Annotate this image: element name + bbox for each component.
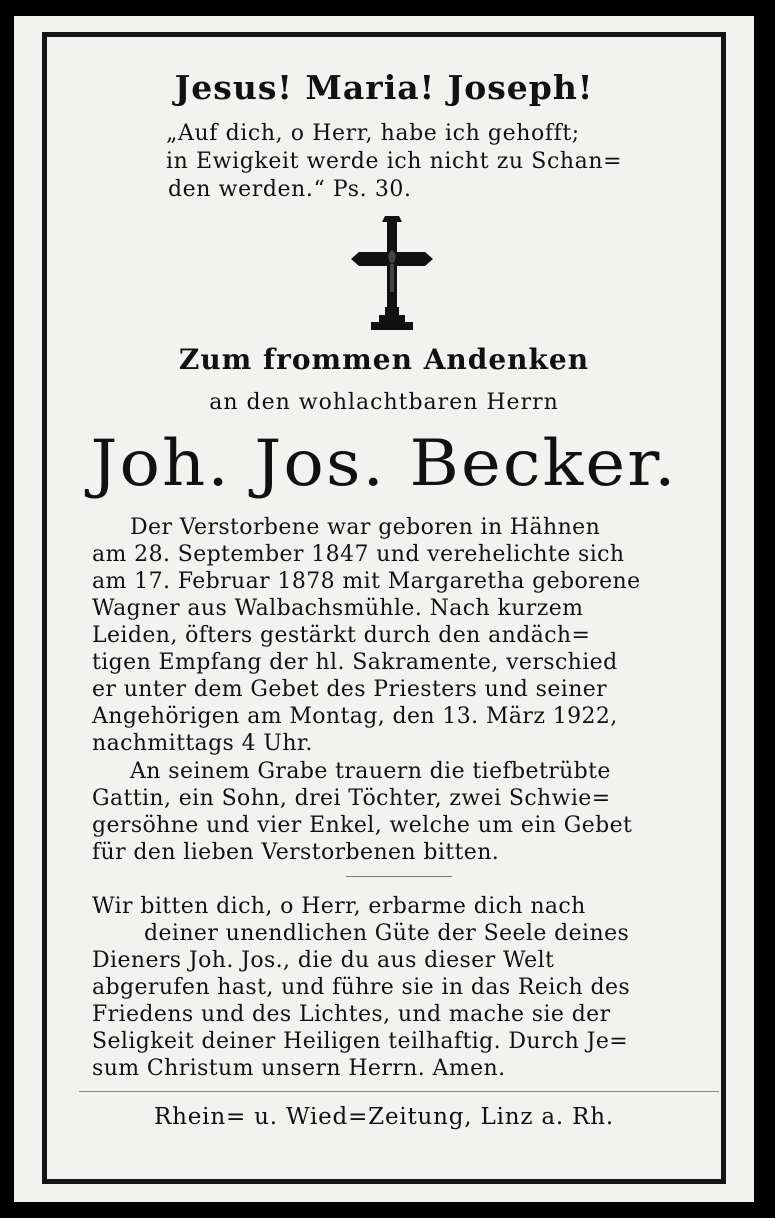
prayer-line: Wir bitten dich, o Herr, erbarme dich nach <box>92 894 586 919</box>
biography-line: am 28. September 1847 und verehelichte sich <box>92 542 625 567</box>
prayer-line: abgerufen hast, und führe sie in das Reich des <box>92 975 631 1000</box>
verse-line: den werden.“ Ps. 30. <box>168 177 412 202</box>
prayer-line: Seligkeit deiner Heiligen teilhaftig. Durch Je= <box>92 1029 629 1054</box>
mourners-line: gersöhne und vier Enkel, welche um ein Gebet <box>92 813 633 838</box>
biography-line: tigen Empfang der hl. Sakramente, verschied <box>92 650 618 675</box>
prayer-line: Dieners Joh. Jos., die du aus dieser Welt <box>92 948 555 973</box>
verse-line: „Auf dich, o Herr, habe ich gehofft; <box>166 121 580 146</box>
psalm-verse <box>166 120 666 204</box>
prayer-line: deiner unendlichen Güte der Seele deines <box>144 921 630 946</box>
section-divider <box>346 876 452 877</box>
mourners-line: für den lieben Verstorbenen bitten. <box>92 840 500 865</box>
cross-graphic <box>347 212 437 334</box>
verse-line: in Ewigkeit werde ich nicht zu Schan= <box>166 149 623 174</box>
biography-line: nachmittags 4 Uhr. <box>92 731 313 756</box>
biography-line: Wagner aus Walbachsmühle. Nach kurzem <box>92 596 584 621</box>
recipient-line: an den wohlachtbaren Herrn <box>209 390 559 415</box>
biography-line: Leiden, öfters gestärkt durch den andäch= <box>92 623 591 648</box>
biography-paragraph <box>92 514 704 757</box>
mourners-line: Gattin, ein Sohn, drei Töchter, zwei Schwie= <box>92 786 611 811</box>
footer-divider <box>79 1091 719 1092</box>
deceased-name: Joh. Jos. Becker. <box>90 427 678 501</box>
biography-line: am 17. Februar 1878 mit Margaretha geborene <box>92 569 641 594</box>
invocation-heading: Jesus! Maria! Joseph! <box>174 68 594 107</box>
publisher-footer: Rhein= u. Wied=Zeitung, Linz a. Rh. <box>154 1104 614 1130</box>
cross-icon <box>347 212 437 334</box>
memorial-title: Zum frommen Andenken <box>178 343 590 376</box>
prayer-line: Friedens und des Lichtes, und mache sie der <box>92 1002 611 1027</box>
prayer-line: sum Christum unsern Herrn. Amen. <box>92 1056 506 1081</box>
memorial-card <box>14 16 754 1202</box>
mourners-paragraph <box>92 758 704 866</box>
biography-line: Angehörigen am Montag, den 13. März 1922, <box>92 704 618 729</box>
biography-line: Der Verstorbene war geboren in Hähnen <box>130 515 601 540</box>
biography-line: er unter dem Gebet des Priesters und seiner <box>92 677 608 702</box>
mourners-line: An seinem Grabe trauern die tiefbetrübte <box>130 759 611 784</box>
prayer-paragraph <box>92 893 704 1082</box>
